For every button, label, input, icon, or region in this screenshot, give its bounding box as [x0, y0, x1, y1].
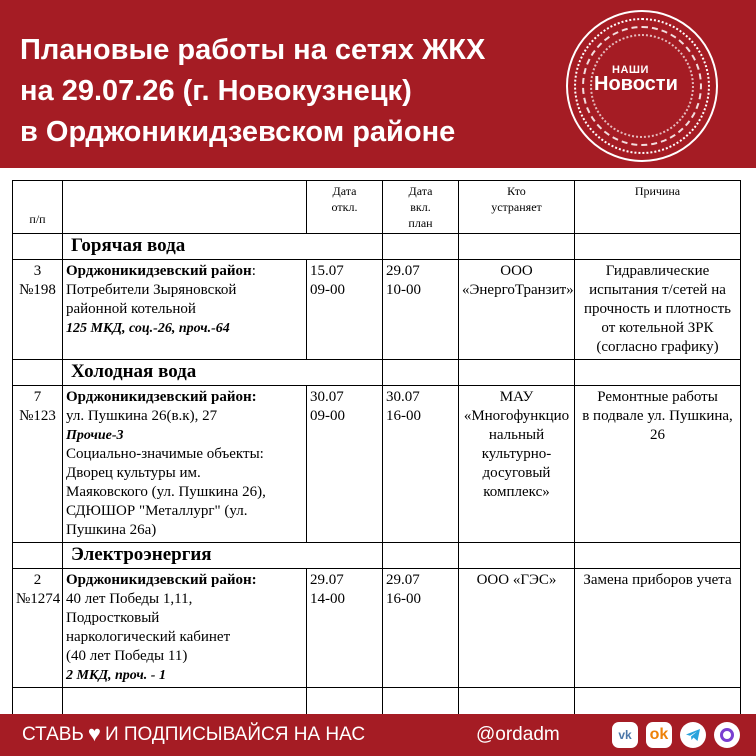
contractor-line: МАУ	[499, 389, 534, 405]
contractor-line: ООО «ГЭС»	[476, 572, 557, 588]
address-line: ул. Пушкина 26(в.к), 27	[66, 408, 218, 424]
header-off-date	[307, 181, 383, 234]
subscribe-cta[interactable]	[22, 721, 366, 746]
header-off-line-1: Дата	[332, 184, 357, 198]
section-spacer	[383, 360, 459, 386]
section-spacer	[383, 543, 459, 569]
row-code: №198	[19, 282, 56, 298]
on-date: 29.07	[386, 572, 420, 588]
page-title	[20, 30, 485, 153]
schedule-document	[12, 180, 740, 683]
address-line: Подростковый	[66, 610, 160, 626]
address-line: 40 лет Победы 1,11,	[66, 591, 193, 607]
address-line: (40 лет Победы 11)	[66, 648, 188, 664]
section-row-cold-water	[13, 360, 741, 386]
reason-cell	[575, 569, 741, 688]
district-line	[66, 262, 303, 281]
telegram-icon[interactable]	[680, 722, 706, 748]
logo-big-text: Новости	[594, 73, 678, 95]
contractor-line: «Многофункцио	[463, 408, 570, 424]
off-date-cell	[307, 386, 383, 543]
on-time: 16-00	[386, 591, 421, 607]
contractor-line: досуговый	[482, 465, 551, 481]
cta-text-before: СТАВЬ	[22, 724, 84, 745]
contractor-cell	[459, 569, 575, 688]
section-spacer	[383, 234, 459, 260]
section-spacer	[13, 234, 63, 260]
off-time: 09-00	[310, 282, 345, 298]
nashi-novosti-logo[interactable]	[566, 10, 718, 162]
header-address	[63, 181, 307, 234]
reason-line: 26	[650, 427, 665, 443]
row-code: №123	[19, 408, 56, 424]
address-line: наркологический кабинет	[66, 629, 231, 645]
reason-cell	[575, 260, 741, 360]
address-line: районной котельной	[66, 301, 196, 317]
footer-banner	[0, 714, 756, 756]
address-cell	[63, 386, 307, 543]
table-row	[13, 260, 741, 360]
row-number: 7	[33, 389, 42, 405]
header-on-line-2: вкл.	[410, 200, 431, 214]
reason-line: Гидравлические	[605, 263, 710, 279]
header-banner	[0, 0, 756, 168]
section-spacer	[459, 543, 575, 569]
header-reason: Причина	[575, 181, 741, 234]
heart-icon: ♥	[87, 721, 101, 746]
address-line: Пушкина 26а)	[66, 522, 157, 538]
header-pp: п/п	[13, 181, 63, 234]
address-line: Маяковского (ул. Пушкина 26),	[66, 484, 266, 500]
row-number: 2	[33, 572, 42, 588]
on-date-cell	[383, 260, 459, 360]
off-time: 09-00	[310, 408, 345, 424]
section-title: Электроэнергия	[63, 543, 383, 569]
off-date-cell	[307, 260, 383, 360]
reason-line: испытания т/сетей на	[589, 282, 726, 298]
contractor-line: культурно-	[481, 446, 552, 462]
row-code: №1274	[16, 591, 61, 607]
header-who-line-2: устраняет	[491, 200, 542, 214]
reason-cell	[575, 386, 741, 543]
address-cell	[63, 260, 307, 360]
reason-line: в подвале ул. Пушкина,	[582, 408, 733, 424]
title-line-3: в Орджоникидзевском районе	[20, 116, 456, 148]
header-who	[459, 181, 575, 234]
object-summary: 125 МКД, соц.-26, проч.-64	[66, 321, 230, 336]
row-number-cell	[13, 260, 63, 360]
header-on-line-3: план	[408, 216, 433, 230]
vk-icon[interactable]	[612, 722, 638, 748]
header-on-date	[383, 181, 459, 234]
off-date-cell	[307, 569, 383, 688]
max-icon[interactable]	[714, 722, 740, 748]
logo-small-text: НАШИ	[612, 64, 649, 76]
schedule-table	[12, 180, 741, 723]
off-time: 14-00	[310, 591, 345, 607]
contractor-cell	[459, 386, 575, 543]
contractor-line: ООО	[500, 263, 533, 279]
table-row	[13, 569, 741, 688]
ok-icon-label: ok	[649, 726, 669, 743]
telegram-plane-glyph	[685, 727, 701, 743]
section-spacer	[575, 543, 741, 569]
contractor-line: «ЭнергоТранзит»	[462, 282, 574, 298]
district-name: Орджоникидзевский район	[66, 263, 252, 279]
cta-text-after: И ПОДПИСЫВАЙСЯ НА НАС	[104, 724, 366, 745]
off-date: 30.07	[310, 389, 344, 405]
section-spacer	[575, 360, 741, 386]
row-number-cell	[13, 386, 63, 543]
district-name: Орджоникидзевский район:	[66, 389, 257, 405]
address-line: Дворец культуры им.	[66, 465, 201, 481]
section-title: Холодная вода	[63, 360, 383, 386]
section-spacer	[459, 234, 575, 260]
on-date-cell	[383, 386, 459, 543]
social-handle[interactable]: @ordadm	[476, 724, 560, 745]
vk-icon-label: vk	[618, 728, 632, 742]
on-date: 29.07	[386, 263, 420, 279]
district-name: Орджоникидзевский район:	[66, 572, 257, 588]
contractor-cell	[459, 260, 575, 360]
reason-line: (согласно графику)	[596, 339, 719, 355]
on-time: 10-00	[386, 282, 421, 298]
address-line: СДЮШОР "Металлург" (ул.	[66, 503, 248, 519]
section-spacer	[13, 360, 63, 386]
header-off-line-2: откл.	[331, 200, 358, 214]
address-line: Социально-значимые объекты:	[66, 446, 264, 462]
header-on-line-1: Дата	[408, 184, 433, 198]
contractor-line: комплекс»	[483, 484, 550, 500]
header-who-line-1: Кто	[507, 184, 526, 198]
section-spacer	[13, 543, 63, 569]
contractor-line: нальный	[488, 427, 545, 443]
reason-line: Ремонтные работы	[597, 389, 718, 405]
section-title: Горячая вода	[63, 234, 383, 260]
reason-line: прочность и плотность	[584, 301, 731, 317]
off-date: 15.07	[310, 263, 344, 279]
row-number: 3	[33, 263, 42, 279]
reason-line: Замена приборов учета	[583, 572, 732, 588]
off-date: 29.07	[310, 572, 344, 588]
object-summary: 2 МКД, проч. - 1	[66, 668, 166, 683]
reason-line: от котельной ЗРК	[601, 320, 714, 336]
title-line-1: Плановые работы на сетях ЖКХ	[20, 34, 486, 66]
section-spacer	[575, 234, 741, 260]
row-number-cell	[13, 569, 63, 688]
odnoklassniki-icon[interactable]	[646, 722, 672, 748]
on-date-cell	[383, 569, 459, 688]
title-line-2: на 29.07.26 (г. Новокузнецк)	[20, 75, 412, 107]
table-header-row	[13, 181, 741, 234]
address-line: Потребители Зыряновской	[66, 282, 237, 298]
table-row	[13, 386, 741, 543]
section-row-electricity	[13, 543, 741, 569]
section-spacer	[459, 360, 575, 386]
on-date: 30.07	[386, 389, 420, 405]
address-cell	[63, 569, 307, 688]
district-colon: :	[251, 263, 256, 279]
on-time: 16-00	[386, 408, 421, 424]
section-row-hot-water	[13, 234, 741, 260]
other-objects: Прочие-3	[66, 428, 124, 443]
max-icon-ring	[720, 728, 734, 742]
